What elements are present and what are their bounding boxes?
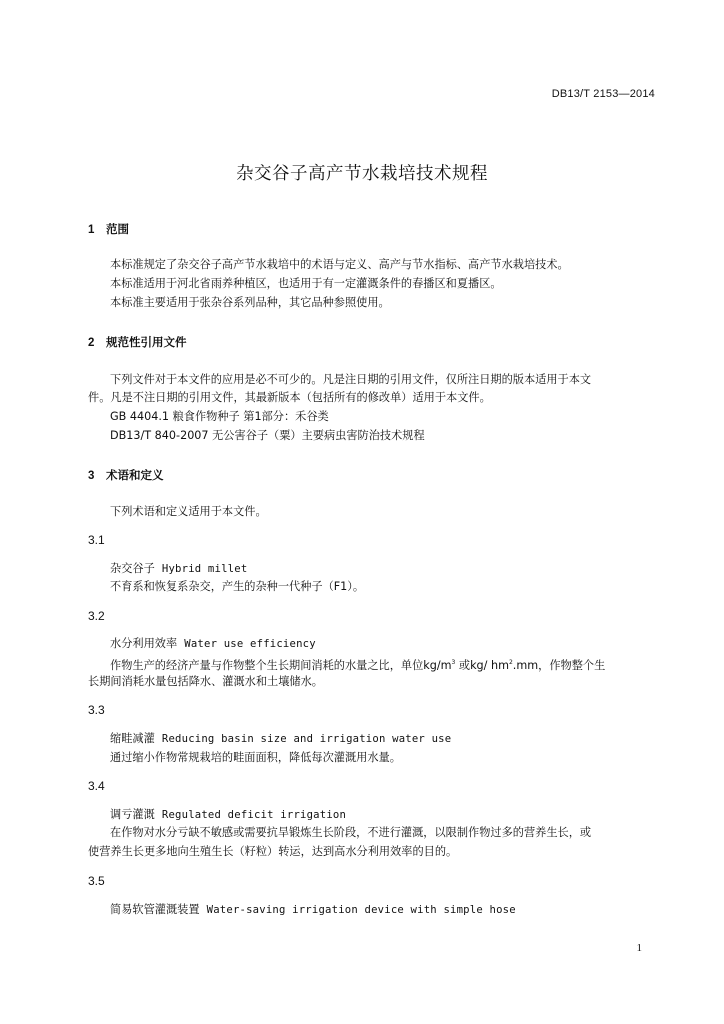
term-number: 3.3 bbox=[88, 703, 105, 717]
term-number: 3.2 bbox=[88, 609, 105, 623]
term-number: 3.1 bbox=[88, 533, 105, 547]
term-definition: 使营养生长更多地向生殖生长（籽粒）转运，达到高水分利用效率的目的。 bbox=[88, 845, 458, 858]
term-definition: 在作物对水分亏缺不敏感或需要抗旱锻炼生长阶段，不进行灌溉，以限制作物过多的营养生长，或 bbox=[110, 826, 592, 839]
term-title: 调亏灌溉 Regulated deficit irrigation bbox=[110, 808, 347, 821]
term-definition: 通过缩小作物常规栽培的畦面面积，降低每次灌溉用水量。 bbox=[110, 751, 401, 764]
term-definition: 作物生产的经济产量与作物整个生长期间消耗的水量之比，单位$kg/m^3$ 或kg/ $hm^2.mm$，作物整个生 bbox=[110, 659, 606, 672]
section-heading-2: 2 规范性引用文件 bbox=[88, 335, 187, 349]
term-title: 杂交谷子 Hybrid millet bbox=[110, 562, 248, 575]
paragraph-line: 下列术语和定义适用于本文件。 bbox=[110, 505, 267, 518]
section-heading-3: 3 术语和定义 bbox=[88, 468, 164, 482]
section-heading-1: 1 范围 bbox=[88, 222, 129, 236]
term-title: 缩畦减灌 Reducing basin size and irrigation water use bbox=[110, 732, 452, 745]
paragraph-line: 本标准适用于河北省雨养种植区，也适用于有一定灌溉条件的春播区和夏播区。 bbox=[110, 277, 502, 290]
document-title: 杂交谷子高产节水栽培技术规程 bbox=[236, 164, 488, 184]
paragraph-line: 本标准规定了杂交谷子高产节水栽培中的术语与定义、高产与节水指标、高产节水栽培技术。 bbox=[110, 258, 569, 271]
term-definition: 不育系和恢复系杂交，产生的杂种一代种子（F1）。 bbox=[110, 580, 365, 593]
term-number: 3.5 bbox=[88, 874, 105, 888]
page-number: 1 bbox=[636, 942, 642, 954]
reference-item: DB13/T 840-2007 无公害谷子（粟）主要病虫害防治技术规程 bbox=[110, 429, 425, 442]
paragraph-line: 下列文件对于本文件的应用是必不可少的。凡是注日期的引用文件，仅所注日期的版本适用于本文 bbox=[110, 373, 592, 386]
term-number: 3.4 bbox=[88, 779, 105, 793]
term-title: 水分利用效率 Water use efficiency bbox=[110, 637, 316, 650]
reference-item: GB 4404.1 粮食作物种子 第1部分：禾谷类 bbox=[110, 410, 329, 423]
paragraph-line: 件。凡是不注日期的引用文件，其最新版本（包括所有的修改单）适用于本文件。 bbox=[88, 391, 491, 404]
term-definition: 长期间消耗水量包括降水、灌溉水和土壤储水。 bbox=[88, 675, 323, 688]
paragraph-line: 本标准主要适用于张杂谷系列品种，其它品种参照使用。 bbox=[110, 296, 390, 309]
term-title: 简易软管灌溉装置 Water-saving irrigation device with simple hose bbox=[110, 903, 516, 916]
standard-code: DB13/T 2153—2014 bbox=[551, 88, 655, 100]
